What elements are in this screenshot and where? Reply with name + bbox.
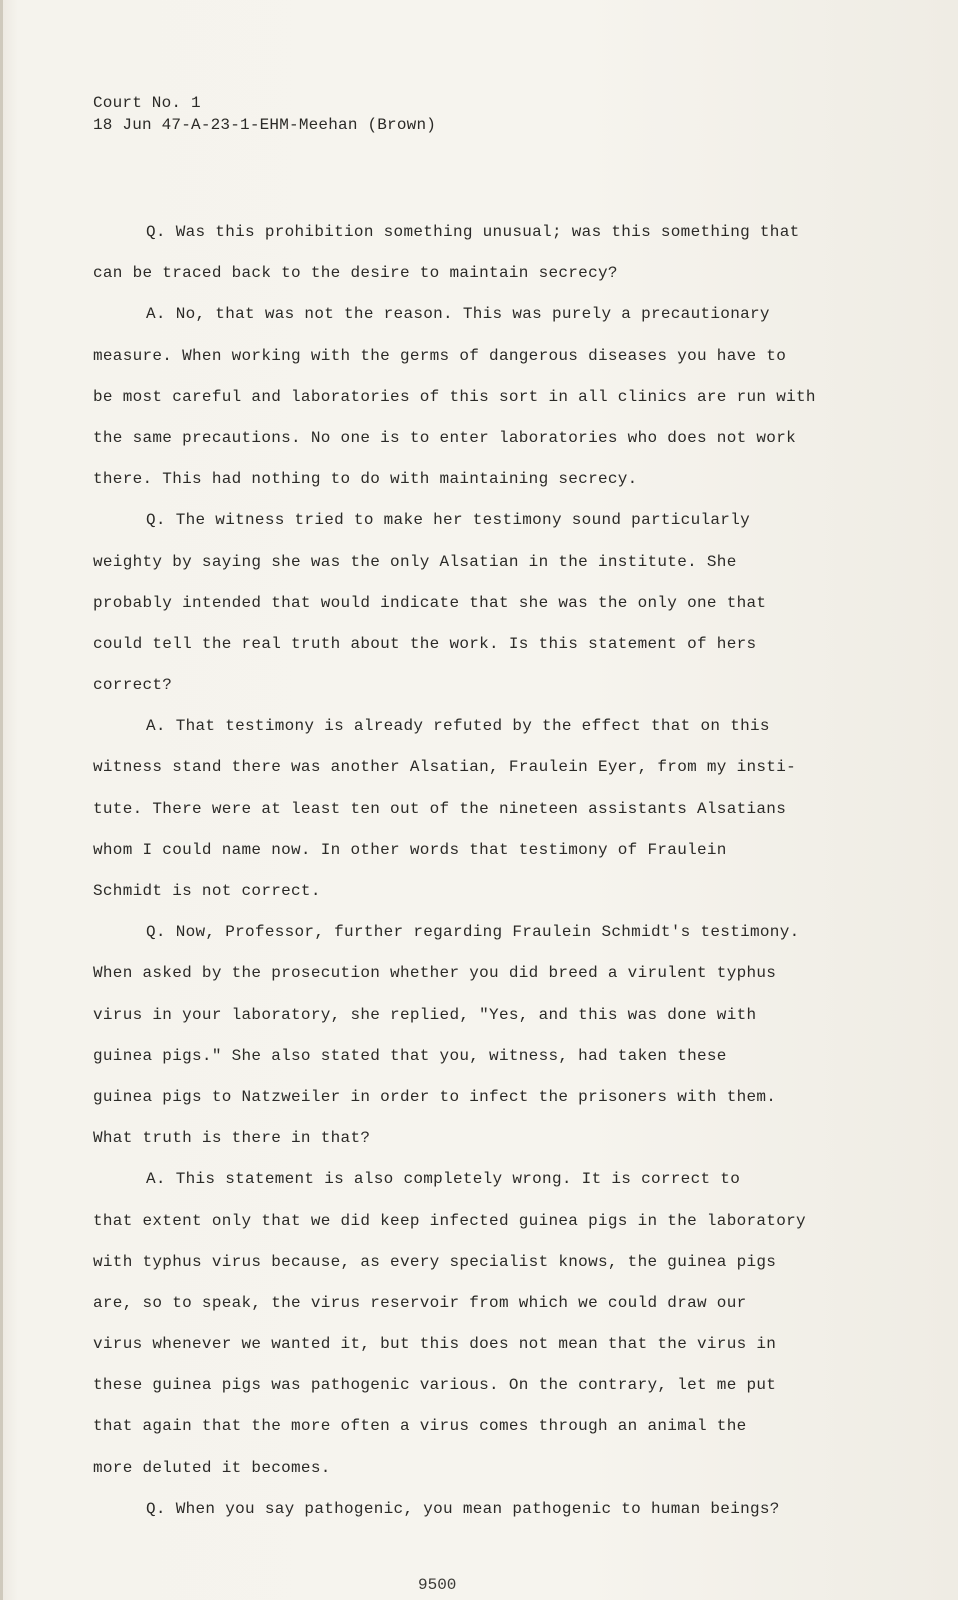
transcript-line: Q. Was this prohibition something unusual; was this something that [146, 223, 800, 241]
transcript-line: probably intended that would indicate that she was the only one that [93, 593, 767, 612]
transcript-line: with typhus virus because, as every specialist knows, the guinea pigs [93, 1252, 777, 1271]
transcript-line: Q. When you say pathogenic, you mean pathogenic to human beings? [146, 1499, 780, 1518]
transcript-line: more deluted it becomes. [93, 1458, 331, 1477]
document-header [93, 92, 436, 136]
transcript-line: weighty by saying she was the only Alsatian in the institute. She [93, 552, 737, 571]
transcript-line: could tell the real truth about the work. Is this statement of hers [93, 634, 757, 653]
transcript-line: guinea pigs." She also stated that you, witness, had taken these [93, 1046, 727, 1065]
transcript-reference: 18 Jun 47-A-23-1-EHM-Meehan (Brown) [93, 116, 437, 134]
page-number: 9500 [418, 1576, 457, 1594]
transcript-line: there. This had nothing to do with maintaining secrecy. [93, 470, 638, 489]
transcript-line: When asked by the prosecution whether you did breed a virulent typhus [93, 964, 777, 983]
page-edge [0, 0, 3, 1600]
transcript-line: virus in your laboratory, she replied, "Yes, and this was done with [93, 1005, 757, 1024]
transcript-line: Q. The witness tried to make her testimony sound particularly [146, 511, 750, 530]
transcript-line: these guinea pigs was pathogenic various. On the contrary, let me put [93, 1376, 777, 1395]
transcript-line: Q. Now, Professor, further regarding Fraulein Schmidt's testimony. [146, 923, 800, 942]
transcript-line: whom I could name now. In other words that testimony of Fraulein [93, 840, 727, 859]
transcript-line: A. This statement is also completely wrong. It is correct to [146, 1170, 741, 1189]
transcript-line: witness stand there was another Alsatian, Fraulein Eyer, from my insti- [93, 758, 797, 777]
transcript-line: tute. There were at least ten out of the nineteen assistants Alsatians [93, 799, 787, 818]
transcript-line: A. No, that was not the reason. This was purely a precautionary [146, 305, 770, 324]
transcript-line: are, so to speak, the virus reservoir from which we could draw our [93, 1293, 747, 1312]
transcript-line: virus whenever we wanted it, but this does not mean that the virus in [93, 1335, 777, 1354]
transcript-line: What truth is there in that? [93, 1129, 371, 1148]
transcript-line: that again that the more often a virus comes through an animal the [93, 1417, 747, 1436]
transcript-line: guinea pigs to Natzweiler in order to infect the prisoners with them. [93, 1087, 777, 1106]
transcript-line: measure. When working with the germs of dangerous diseases you have to [93, 346, 787, 365]
court-number: Court No. 1 [93, 94, 201, 112]
transcript-line: can be traced back to the desire to maintain secrecy? [93, 264, 618, 283]
transcript-line: be most careful and laboratories of this sort in all clinics are run with [93, 387, 816, 406]
transcript-line: Schmidt is not correct. [93, 882, 321, 900]
transcript-line: that extent only that we did keep infected guinea pigs in the laboratory [93, 1211, 806, 1230]
transcript-body [93, 212, 853, 1530]
transcript-line: A. That testimony is already refuted by the effect that on this [146, 717, 770, 736]
transcript-line: correct? [93, 676, 173, 695]
transcript-line: the same precautions. No one is to enter laboratories who does not work [93, 428, 797, 447]
